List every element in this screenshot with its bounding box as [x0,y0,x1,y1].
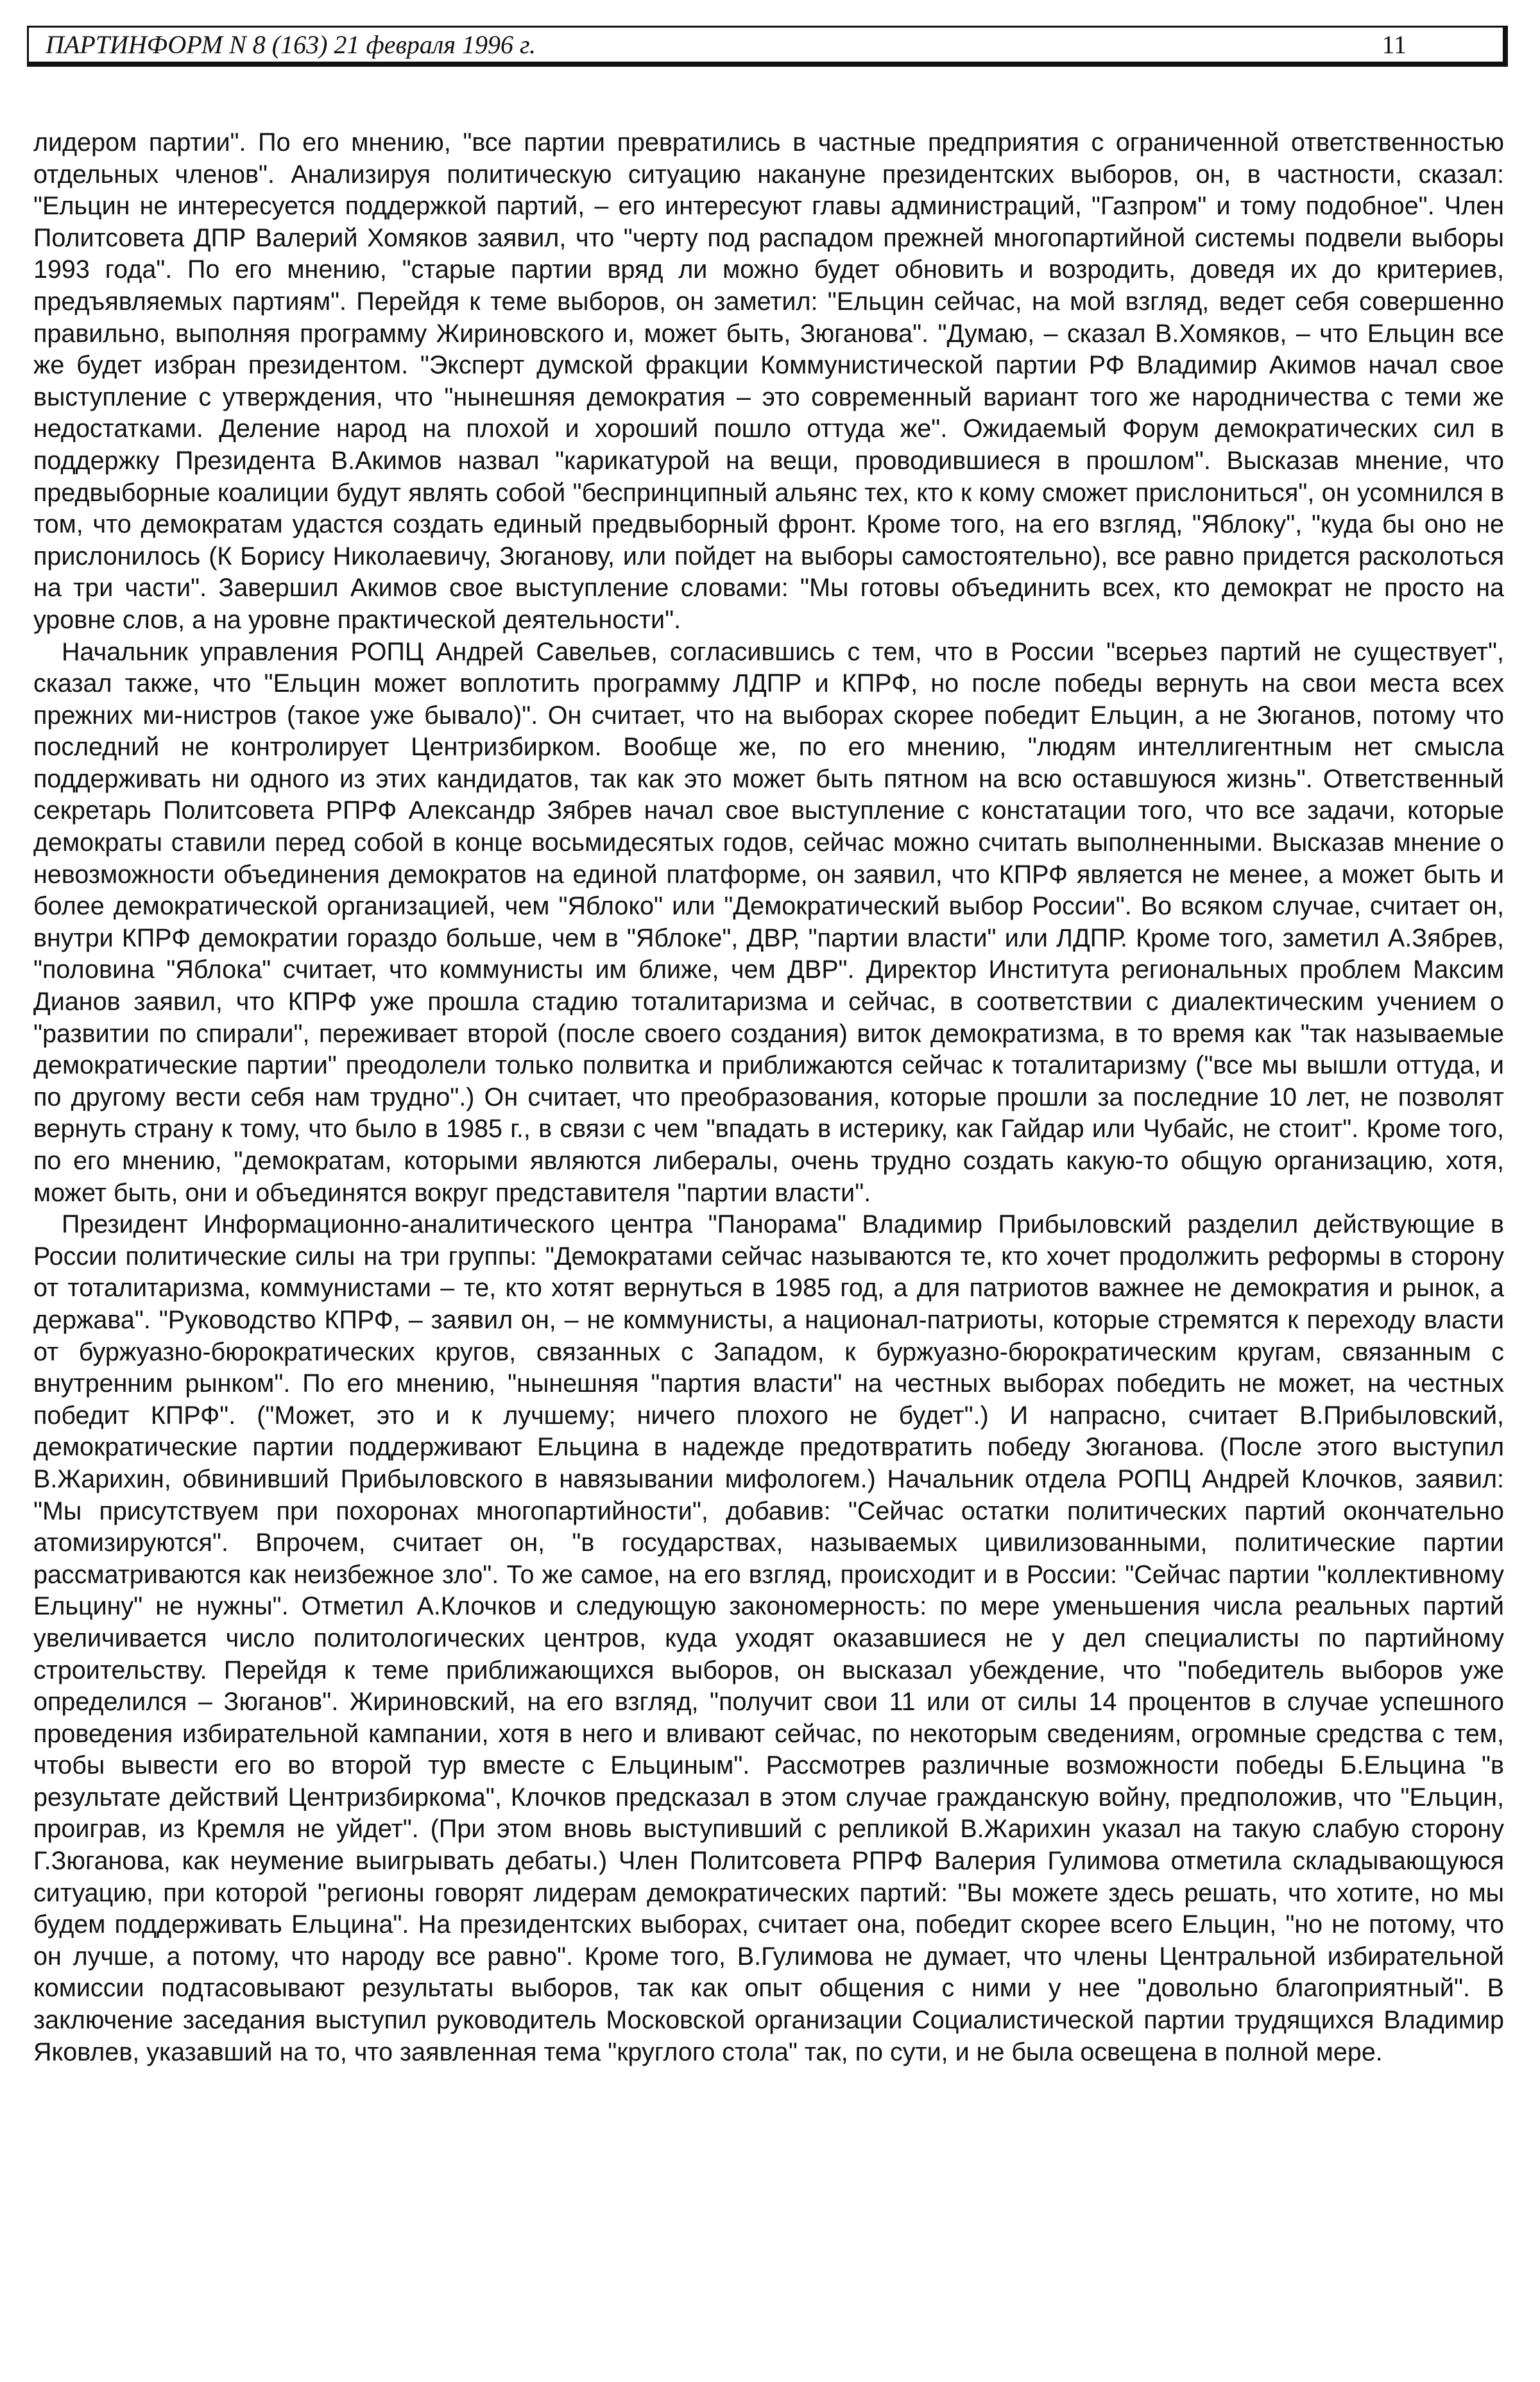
article-body [33,127,1504,2068]
article-paragraph: Президент Информационно-аналитического центра "Панорама" Владимир Прибыловский разделил действующие в России политические силы на три группы: "Демократами сейчас называются те, кто хочет продолжить реформы в сторону от тоталитаризма, коммунистами – те, кто хотят вернуться в 1985 год, а для патриотов важнее не демократия и рынок, а держава". "Руководство КПРФ, – заявил он, – не коммунисты, а национал-патриоты, которые стремятся к переходу власти от буржуазно-бюрократических кругов, связанных с Западом, к буржуазно-бюрократическим кругам, связанным с внутренним рынком". По его мнению, "нынешняя "партия власти" на честных выборах победить не может, на честных победит КПРФ". ("Может, это и к лучшему; ничего плохого не будет".) И напрасно, считает В.Прибыловский, демократические партии поддерживают Ельцина в надежде предотвратить победу Зюганова. (После этого выступил В.Жарихин, обвинивший Прибыловского в навязывании мифологем.) Начальник отдела РОПЦ Андрей Клочков, заявил: "Мы присутствуем при похоронах многопартийности", добавив: "Сейчас остатки политических партий окончательно атомизируются". Впрочем, считает он, "в государствах, называемых цивилизованными, политические партии рассматриваются как неизбежное зло". То же самое, на его взгляд, происходит и в России: "Сейчас партии "коллективному Ельцину" не нужны". Отметил А.Клочков и следующую закономерность: по мере уменьшения числа реальных партий увеличивается число политологических центров, куда уходят оказавшиеся не у дел специалисты по партийному строительству. Перейдя к теме приближающихся выборов, он высказал убеждение, что "победитель выборов уже определился – Зюганов". Жириновский, на его взгляд, "получит свои 11 или от силы 14 процентов в случае успешного проведения избирательной кампании, хотя в него и вливают сейчас, по некоторым сведениям, огромные средства с тем, чтобы вывести его во второй тур вместе с Ельциным". Рассмотрев различные возможности победы Б.Ельцина "в результате действий Центризбиркома", Клочков предсказал в этом случае гражданскую войну, предположив, что "Ельцин, проиграв, из Кремля не уйдет". (При этом вновь выступивший с репликой В.Жарихин указал на такую слабую сторону Г.Зюганова, как неумение выигрывать дебаты.) Член Политсовета РПРФ Валерия Гулимова отметила складывающуюся ситуацию, при которой "регионы говорят лидерам демократических партий: "Вы можете здесь решать, что хотите, но мы будем поддерживать Ельцина". На президентских выборах, считает она, победит скорее всего Ельцин, "но не потому, что он лучше, а потому, что народу все равно". Кроме того, В.Гулимова не думает, что члены Центральной избирательной комиссии подтасовывают результаты выборов, так как опыт общения с ними у нее "довольно благоприятный". В заключение заседания выступил руководитель Московской организации Социалистической партии трудящихся Владимир Яковлев, указавший на то, что заявленная тема "круглого стола" так, по сути, и не была освещена в полной мере. [33,1210,1504,2066]
page-number: 11 [1382,30,1407,59]
article-paragraph: Начальник управления РОПЦ Андрей Савельев, согласившись с тем, что в России "всерьез партий не существует", сказал также, что "Ельцин может воплотить программу ЛДПР и КПРФ, но после победы вернуть на свои места всех прежних ми-нистров (такое уже бывало)". Он считает, что на выборах скорее победит Ельцин, а не Зюганов, потому что последний не контролирует Центризбирком. Вообще же, по его мнению, "людям интеллигентным нет смысла поддерживать ни одного из этих кандидатов, так как это может быть пятном на всю оставшуюся жизнь". Ответственный секретарь Политсовета РПРФ Александр Зябрев начал свое выступление с констатации того, что все задачи, которые демократы ставили перед собой в конце восьмидесятых годов, сейчас можно считать выполненными. Высказав мнение о невозможности объединения демократов на единой платформе, он заявил, что КПРФ является не менее, а может быть и более демократической организацией, чем "Яблоко" или "Демократический выбор России". Во всяком случае, считает он, внутри КПРФ демократии гораздо больше, чем в "Яблоке", ДВР, "партии власти" или ЛДПР. Кроме того, заметил А.Зябрев, "половина "Яблока" считает, что коммунисты им ближе, чем ДВР". Директор Института региональных проблем Максим Дианов заявил, что КПРФ уже прошла стадию тоталитаризма и сейчас, в соответствии с диалектическим учением о "развитии по спирали", переживает второй (после своего создания) виток демократизма, в то время как "так называемые демократические партии" преодолели только полвитка и приближаются сейчас к тоталитаризму ("все мы вышли оттуда, и по другому вести себя нам трудно".) Он считает, что преобразования, которые прошли за последние 10 лет, не позволят вернуть страну к тому, что было в 1985 г., в связи с чем "впадать в истерику, как Гайдар или Чубайс, не стоит". Кроме того, по его мнению, "демократам, которыми являются либералы, очень трудно создать какую-то общую организацию, хотя, может быть, они и объединятся вокруг представителя "партии власти". [33,637,1504,1207]
publication-title: ПАРТИНФОРМ N 8 (163) 21 февраля 1996 г. [46,30,536,59]
article-paragraph: лидером партии". По его мнению, "все партии превратились в частные предприятия с ограниченной ответственностью отдельных членов". Анализируя политическую ситуацию накануне президентских выборов, он, в частности, сказал: "Ельцин не интересуется поддержкой партий, – его интересуют главы администраций, "Газпром" и тому подобное". Член Политсовета ДПР Валерий Хомяков заявил, что "черту под распадом прежней многопартийной системы подвели выборы 1993 года". По его мнению, "старые партии вряд ли можно будет обновить и возродить, доведя их до критериев, предъявляемых партиям". Перейдя к теме выборов, он заметил: "Ельцин сейчас, на мой взгляд, ведет себя совершенно правильно, выполняя программу Жириновского и, может быть, Зюганова". "Думаю, – сказал В.Хомяков, – что Ельцин все же будет избран президентом. "Эксперт думской фракции Коммунистической партии РФ Владимир Акимов начал свое выступление с утверждения, что "нынешняя демократия – это современный вариант того же народничества с теми же недостатками. Деление народ на плохой и хороший пошло оттуда же". Ожидаемый Форум демократических сил в поддержку Президента В.Акимов назвал "карикатурой на вещи, проводившиеся в прошлом". Высказав мнение, что предвыборные коалиции будут являть собой "беспринципный альянс тех, кто к кому сможет прислониться", он усомнился в том, что демократам удастся создать единый предвыборный фронт. Кроме того, на его взгляд, "Яблоку", "куда бы оно не прислонилось (К Борису Николаевичу, Зюганову, или пойдет на выборы самостоятельно), все равно придется расколоться на три части". Завершил Акимов свое выступление словами: "Мы готовы объединить всех, кто демократ не просто на уровне слов, а на уровне практической деятельности". [33,128,1504,634]
page-header [27,26,1508,67]
